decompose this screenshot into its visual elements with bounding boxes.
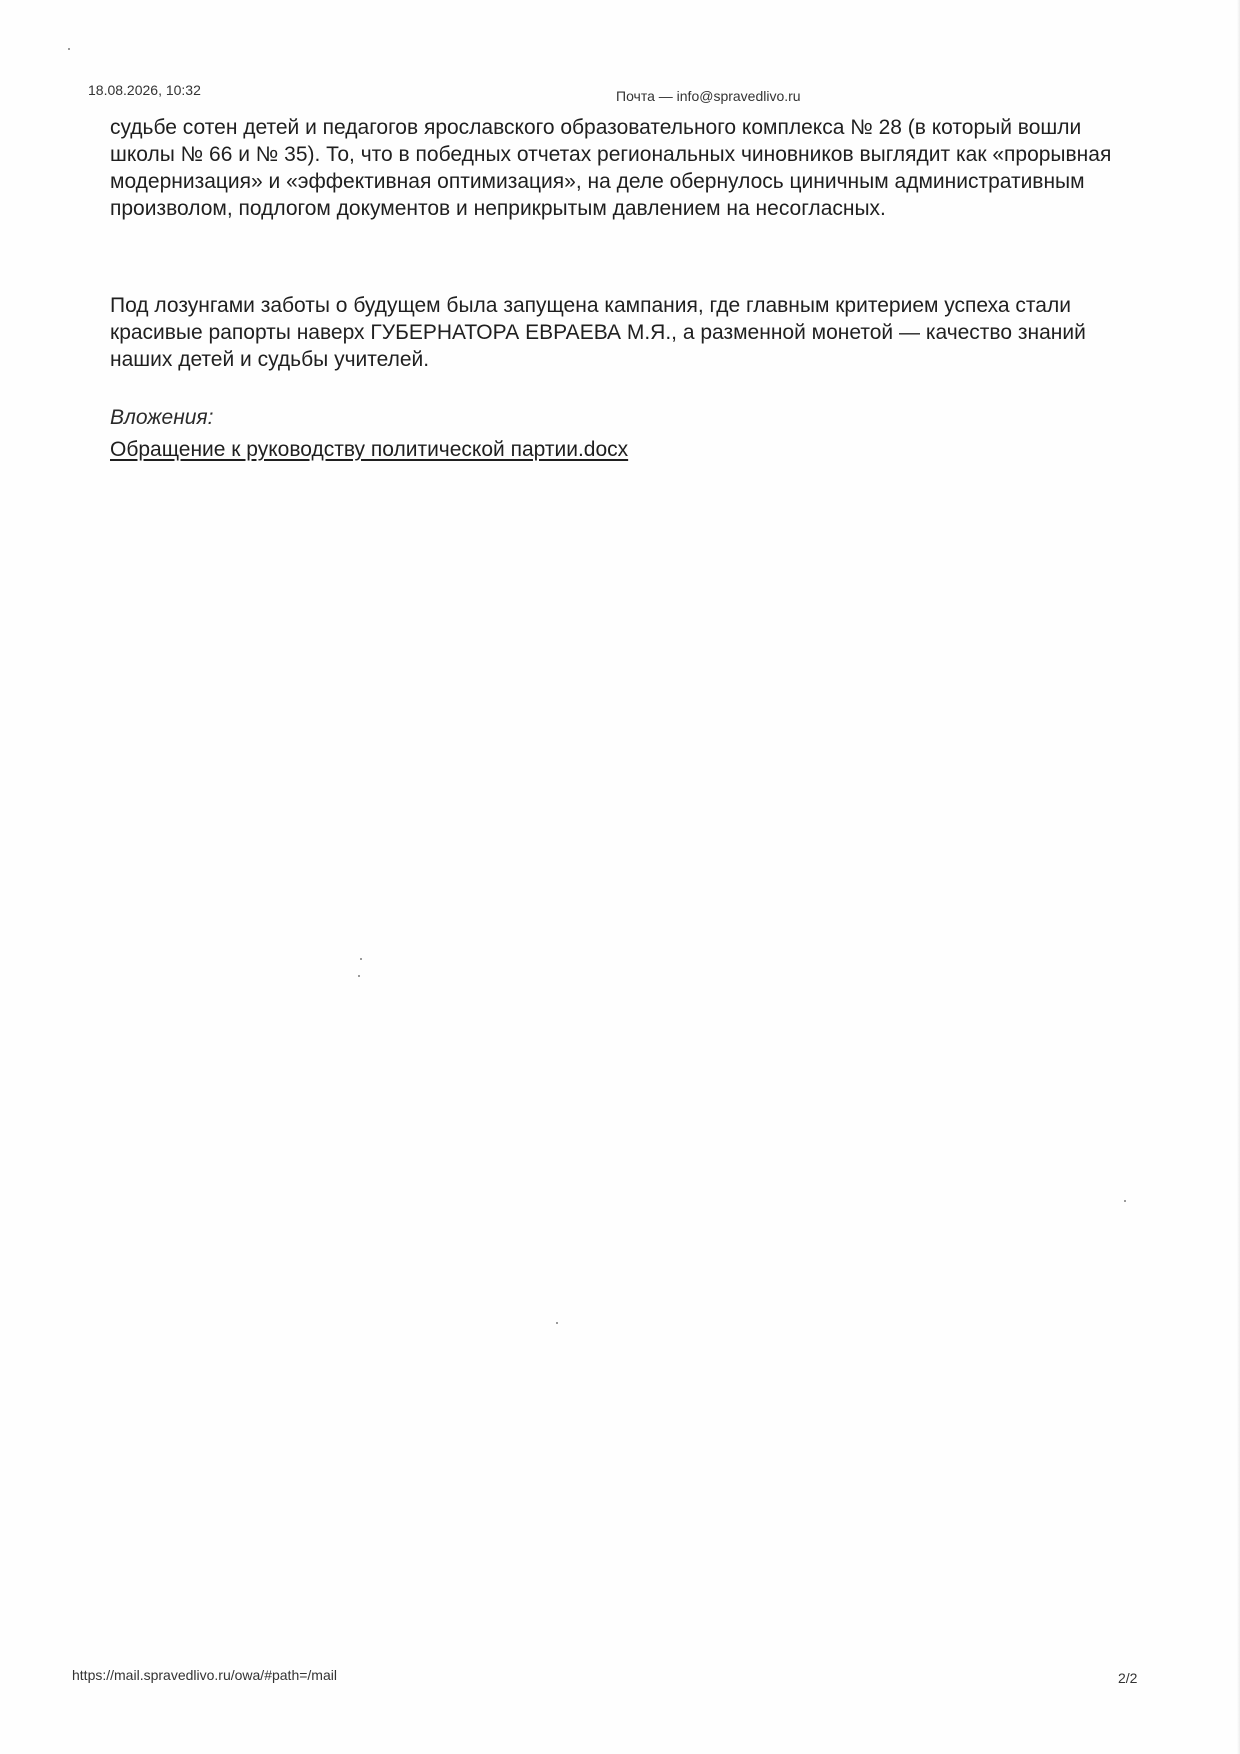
print-datetime: 18.08.2026, 10:32	[88, 82, 201, 98]
scan-speck	[360, 958, 362, 960]
scan-speck	[358, 975, 360, 977]
print-page-number: 2/2	[1118, 1670, 1138, 1686]
scan-speck	[556, 1322, 558, 1324]
scan-speck	[1124, 1200, 1126, 1202]
letter-paragraph-1: судьбе сотен детей и педагогов ярославского образовательного комплекса № 28 (в который вошли школы № 66 и № 35). То, что в победных отчетах региональных чиновников выглядит как «прорывная модернизация» и «эффективная оптимизация», на деле обернулось циничным административным произволом, подлогом документов и неприкрытым давлением на несогласных.	[110, 116, 1112, 220]
print-footer-url: https://mail.spravedlivo.ru/owa/#path=/mail	[72, 1667, 337, 1683]
scan-speck	[68, 48, 70, 50]
attachment-link[interactable]: Обращение к руководству политической партии.docx	[110, 438, 629, 461]
attachments-label: Вложения:	[110, 406, 214, 429]
letter-paragraph-2: Под лозунгами заботы о будущем была запущена кампания, где главным критерием успеха стали красивые рапорты наверх ГУБЕРНАТОРА ЕВРАЕВА М.Я., а разменной монетой — качество знаний наших детей и судьбы учителей.	[110, 294, 1086, 371]
print-window-title: Почта — info@spravedlivo.ru	[616, 88, 801, 104]
